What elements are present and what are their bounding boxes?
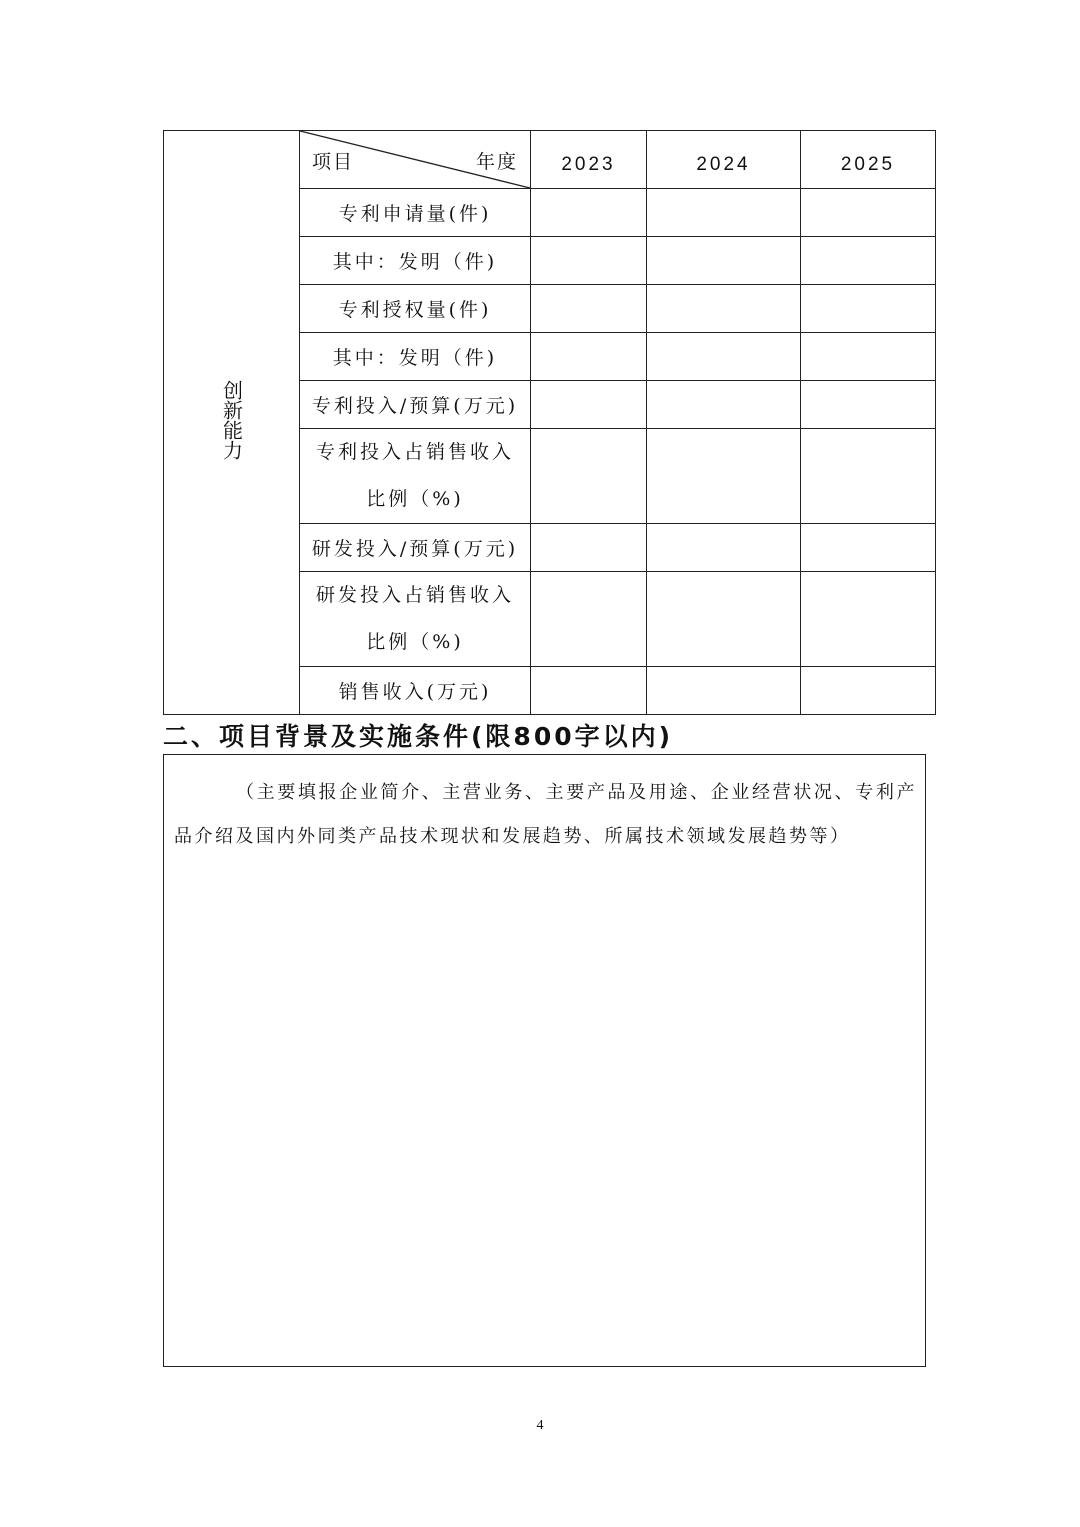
- row-label: 销售收入(万元): [300, 667, 531, 715]
- year-header: 2024: [647, 131, 801, 189]
- input-cell[interactable]: [801, 333, 936, 381]
- input-cell[interactable]: [801, 381, 936, 429]
- section-label-cell: [164, 131, 300, 715]
- input-cell[interactable]: [801, 667, 936, 715]
- innovation-capability-table: [163, 130, 936, 715]
- input-cell[interactable]: [647, 667, 801, 715]
- input-cell[interactable]: [647, 381, 801, 429]
- input-cell[interactable]: [531, 381, 647, 429]
- section-label: 创新能力: [219, 380, 244, 460]
- page-number: 4: [536, 1418, 544, 1433]
- input-cell[interactable]: [801, 189, 936, 237]
- row-label-line: 比例（%): [366, 631, 464, 653]
- input-cell[interactable]: [801, 237, 936, 285]
- input-cell[interactable]: [647, 189, 801, 237]
- row-label: 专利投入/预算(万元): [300, 381, 531, 429]
- input-cell[interactable]: [647, 333, 801, 381]
- row-label-line: 专利投入占销售收入: [315, 441, 514, 463]
- row-label: 其中：发明（件): [300, 237, 531, 285]
- input-cell[interactable]: [531, 572, 647, 667]
- diagonal-header-cell: [300, 131, 531, 189]
- input-cell[interactable]: [531, 189, 647, 237]
- year-header: 2023: [531, 131, 647, 189]
- input-cell[interactable]: [531, 333, 647, 381]
- input-cell[interactable]: [531, 524, 647, 572]
- row-label-line: 比例（%): [366, 488, 464, 510]
- header-year-label: 年度: [475, 151, 518, 173]
- year-header: 2025: [801, 131, 936, 189]
- input-cell[interactable]: [801, 429, 936, 524]
- input-cell[interactable]: [647, 524, 801, 572]
- row-label: 专利授权量(件): [300, 285, 531, 333]
- row-label-line: 研发投入占销售收入: [315, 584, 514, 606]
- input-cell[interactable]: [531, 237, 647, 285]
- input-cell[interactable]: [647, 285, 801, 333]
- input-cell[interactable]: [531, 667, 647, 715]
- project-background-textbox[interactable]: [163, 754, 926, 1367]
- row-label: [300, 572, 531, 667]
- row-label: 专利申请量(件): [300, 189, 531, 237]
- input-cell[interactable]: [647, 572, 801, 667]
- input-cell[interactable]: [647, 237, 801, 285]
- input-cell[interactable]: [531, 285, 647, 333]
- table-header-row: [164, 131, 936, 189]
- row-label: [300, 429, 531, 524]
- input-cell[interactable]: [647, 429, 801, 524]
- header-item-label: 项目: [312, 151, 355, 173]
- row-label: 研发投入/预算(万元): [300, 524, 531, 572]
- input-cell[interactable]: [801, 285, 936, 333]
- section-heading: 二、项目背景及实施条件(限800字以内): [163, 722, 674, 751]
- input-cell[interactable]: [531, 429, 647, 524]
- instruction-note: （主要填报企业简介、主营业务、主要产品及用途、企业经营状况、专利产品介绍及国内外同类产品技术现状和发展趋势、所属技术领域发展趋势等）: [174, 782, 917, 847]
- row-label: 其中：发明（件): [300, 333, 531, 381]
- input-cell[interactable]: [801, 524, 936, 572]
- input-cell[interactable]: [801, 572, 936, 667]
